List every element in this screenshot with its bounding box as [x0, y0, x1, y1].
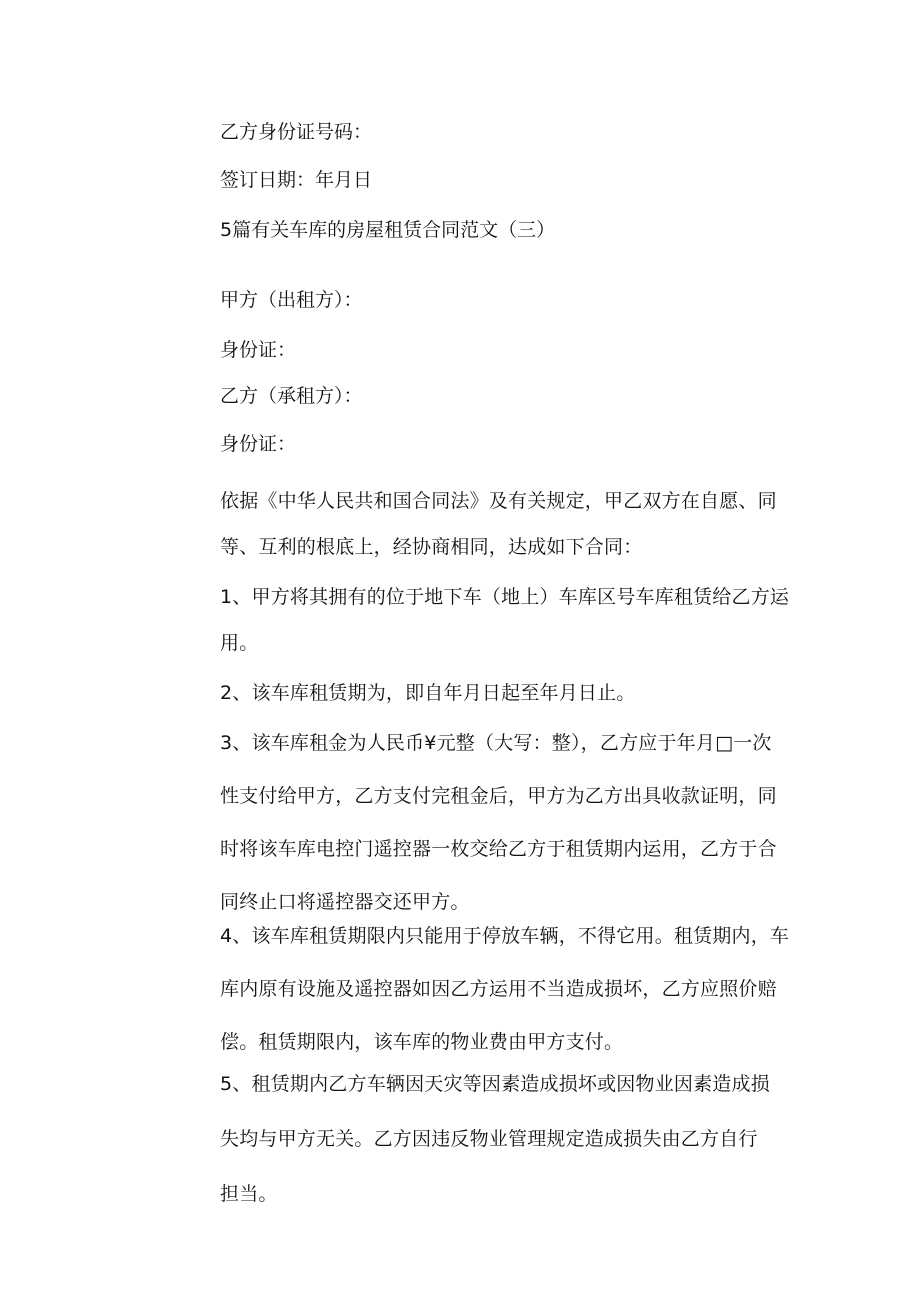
clause-4: [220, 910, 790, 1069]
clause-1-text: 1、甲方将其拥有的位于地下车（地上）车库区号车库租赁给乙方运用。: [220, 586, 790, 654]
clause-1: [220, 574, 790, 666]
section-title: 5篇有关车库的房屋租赁合同范文（三）: [220, 219, 556, 241]
signing-date-line: 签订日期：年月日: [220, 169, 373, 191]
clause-2-text: 2、该车库租赁期为，即自年月日起至年月日止。: [220, 682, 636, 704]
clause-2: [220, 670, 790, 716]
party-a-id-label: 身份证：: [220, 339, 297, 361]
clause-5-text: 5、租赁期内乙方车辆因天灾等因素造成损坏或因物业因素造成损失均与甲方无关。乙方因违反物业管理规定造成损失由乙方自行担当。: [220, 1073, 770, 1205]
party-b-lessee-label: 乙方（承租方）：: [220, 385, 363, 407]
party-a-lessor-label: 甲方（出租方）：: [220, 289, 363, 311]
clause-4-text: 4、该车库租赁期限内只能用于停放车辆，不得它用。租赁期内，车库内原有设施及遥控器如因乙方运用不当造成损坏，乙方应照价赔偿。租赁期限内，该车库的物业费由甲方支付。: [220, 925, 790, 1053]
clause-5: [220, 1057, 770, 1222]
clause-3-text: 3、该车库租金为人民币¥元整（大写：整），乙方应于年月□一次性支付给甲方，乙方支付完租金后，甲方为乙方出具收款证明，同时将该车库电控门遥控器一枚交给乙方于租赁期内运用，乙方于合同终止口将遥控器交还甲方。: [220, 732, 777, 913]
clause-3: [220, 717, 790, 929]
paragraph-basis: [220, 478, 790, 570]
party-b-id-label: 身份证：: [220, 433, 297, 455]
party-b-id-number-label: 乙方身份证号码：: [220, 121, 373, 143]
paragraph-basis-text: 依据《中华人民共和国合同法》及有关规定，甲乙双方在自愿、同等、互利的根底上，经协商相同，达成如下合同：: [220, 490, 777, 558]
